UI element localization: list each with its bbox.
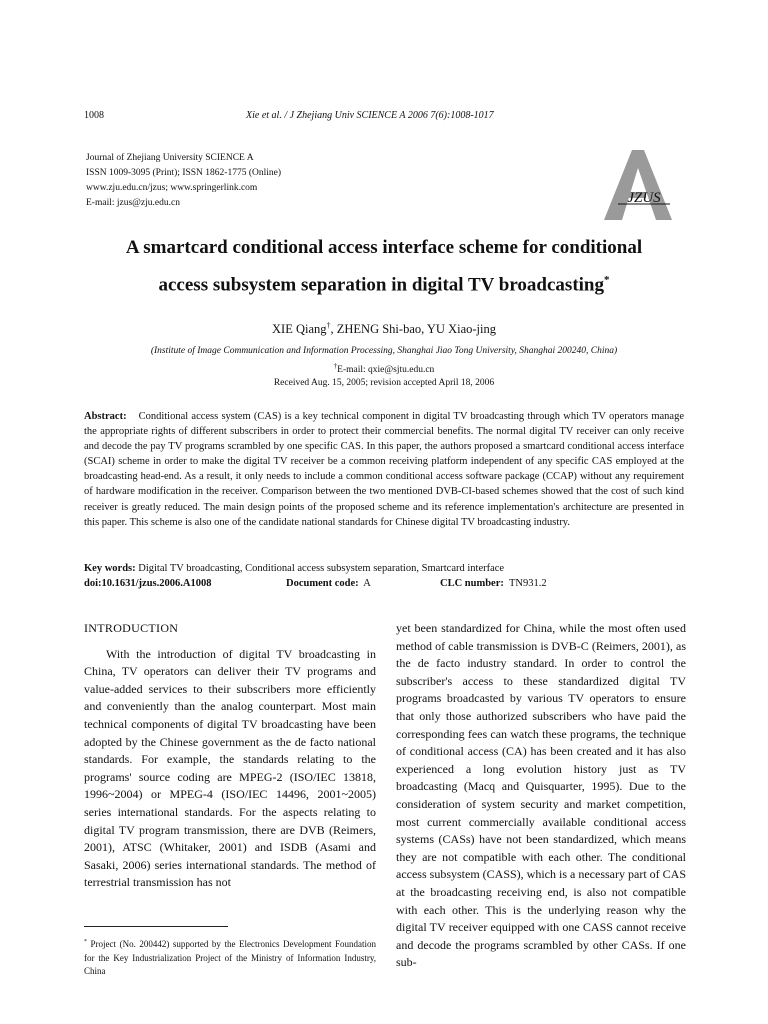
title-footnote-mark: * [604,274,610,286]
running-head: Xie et al. / J Zhejiang Univ SCIENCE A 2006 7(6):1008-1017 [246,110,494,121]
keywords-label: Key words: [84,563,136,574]
paragraph: yet been standardized for China, while the most often used method of cable transmission is DVB-C (Reimers, 2001), as the de facto industry standard. In order to control the subscriber's access to these standardized digital TV programs broadcasted by various TV operators to ensure that only those authorized subscribers who have paid the corresponding fees can watch these programs, the technique of conditional access (CA) has been created and it has also experienced a long evolution history just as TV broadcasting (Macq and Quisquarter, 1995). Due to the consideration of system security and market competition, most current commercially available conditional access systems (CASs) have not been standardized, which means they are not compatible with each other. The conditional access subsystem (CASS), which is a necessary part of CAS at the broadcasting receiving end, is also not compatible with each other. This is the underlying reason why the digital TV receiver equipped with one CASS cannot receive and decode the programs scrambled by other CASs. If one sub- [396,621,686,970]
abstract-text: Conditional access system (CAS) is a key technical component in digital TV broadcasting through which TV operators manage the appropriate rights of different subscribers in order to protect their commercial benefits. The normal digital TV receiver can only receive and decode the pay TV programs scrambled by one specific CAS. In this paper, the authors proposed a smartcard conditional access interface (SCAI) scheme in order to make the digital TV receiver be a common receiving platform independent of any specific CAS employed at the broadcasting head-end. As a result, it only needs to include a common conditional access software package (CCAP) without any requirement of hardware modification in the receiver. Comparison between the two mentioned DVB-CI-based schemes showed that the cost of such kind receiver is greatly reduced. The main design points of the proposed scheme and its reference implementation's architecture are presented in this paper. This scheme is also one of the candidate national standards for Chinese digital TV broadcasting industry. [84,411,684,528]
jzus-logo [598,148,674,222]
title-line-2: access subsystem separation in digital TV broadcasting* [158,274,610,296]
journal-name: Journal of Zhejiang University SCIENCE A [86,153,254,163]
paragraph: With the introduction of digital TV broadcasting in China, TV operators can deliver their TV programs and value-added services to their subscribers more efficiently and conveniently than the analog counterpart. Most main technical components of digital TV broadcasting have been adopted by the Chinese government as the de facto national standards. For example, the standards relating to the programs' source coding are MPEG-2 (ISO/IEC 13818, 1996~2004) or MPEG-4 (ISO/IEC 14496, 2001~2005) series international standards. For the aspects relating to digital TV program transmission, there are DVB (Reimers, 2001), ATSC (Whitaker, 2001) and ISDB (Asami and Sasaki, 2006) series international standards. The method of terrestrial transmission has not [84,646,376,890]
paper-title [60,232,708,301]
journal-info [86,151,281,211]
author-mark: † [326,321,331,330]
abstract-label: Abstract: [84,411,127,422]
footnote: * Project (No. 200442) supported by the Electronics Development Foundation for the Key Industrialization Project of the Ministry of Information Industry, China [84,939,377,977]
clc-number: CLC number: TN931.2 [440,578,547,589]
body-column-left [84,620,376,892]
authors: XIE Qiang†, ZHENG Shi-bao, YU Xiao-jing [272,321,496,337]
journal-issn: ISSN 1009-3095 (Print); ISSN 1862-1775 (Online) [86,168,282,178]
corresponding-email: †E-mail: qxie@sjtu.edu.cn [333,362,435,376]
journal-email: E-mail: jzus@zju.edu.cn [86,198,180,208]
received-dates: Received Aug. 15, 2005; revision accepted April 18, 2006 [273,378,495,388]
body-column-right [396,620,686,972]
document-code: Document code: A [286,578,371,589]
logo-text: JZUS [627,190,661,206]
title-line-1: A smartcard conditional access interface scheme for conditional [125,237,643,258]
page-number: 1008 [84,110,104,121]
doi: doi:10.1631/jzus.2006.A1008 [84,578,212,589]
abstract [84,409,684,530]
logo-letter-a-shape [604,150,672,220]
journal-websites: www.zju.edu.cn/jzus; www.springerlink.com [86,183,258,193]
affiliation: (Institute of Image Communication and Information Processing, Shanghai Jiao Tong University, Shanghai 200240, China) [150,346,618,356]
identifiers [84,576,684,591]
section-heading: INTRODUCTION [84,621,179,635]
keywords-text: Digital TV broadcasting, Conditional access subsystem separation, Smartcard interface [138,563,505,574]
footnote-rule [84,926,228,927]
keywords [84,561,684,576]
